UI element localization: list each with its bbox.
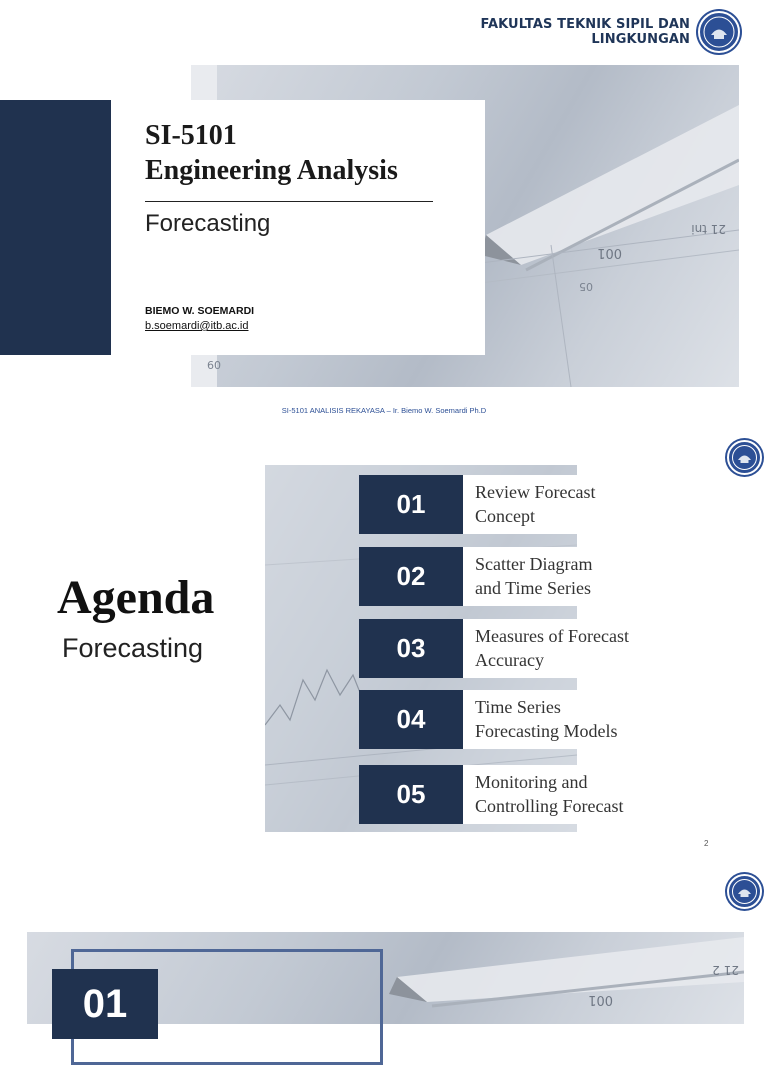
agenda-item-line1: Scatter Diagram [475,553,593,574]
agenda-item-number: 03 [359,619,463,678]
agenda-item-text [463,547,593,606]
section-number: 01 [52,969,158,1039]
agenda-item-text [463,475,596,534]
itb-logo-icon [727,874,762,909]
photo-number-1: 001 [597,245,622,260]
agenda-title: Agenda [57,571,215,624]
agenda-item-2 [359,547,593,606]
course-subtitle: Forecasting [145,210,271,237]
agenda-item-line2: Controlling Forecast [475,795,624,816]
agenda-item-line2: and Time Series [475,577,592,598]
agenda-item-line2: Forecasting Models [475,720,618,741]
agenda-item-line2: Concept [475,505,535,526]
photo-number-4: 09 [207,358,221,371]
agenda-item-text [463,765,624,824]
agenda-item-3 [359,619,629,678]
agenda-item-line1: Measures of Forecast [475,625,629,646]
course-code: SI-5101 [145,120,237,151]
agenda-item-1 [359,475,596,534]
agenda-subtitle: Forecasting [62,633,204,663]
page-number: 2 [704,839,709,848]
navy-accent-block [0,100,111,355]
author-name: BIEMO W. SOEMARDI [145,305,255,317]
photo-number-3: 05 [579,280,593,293]
agenda-item-5 [359,765,624,824]
agenda-item-line1: Time Series [475,696,561,717]
agenda-item-text [463,690,618,749]
author-email-link[interactable]: b.soemardi@itb.ac.id [145,320,249,332]
agenda-item-line1: Review Forecast [475,481,596,502]
agenda-item-text [463,619,629,678]
agenda-item-line2: Accuracy [475,649,544,670]
faculty-name: FAKULTAS TEKNIK SIPIL DAN LINGKUNGAN [480,17,690,47]
course-title: Engineering Analysis [145,155,398,186]
title-divider [145,201,433,202]
agenda-item-number: 04 [359,690,463,749]
agenda-item-line1: Monitoring and [475,771,588,792]
itb-logo-icon [698,11,740,53]
slide-footer: SI-5101 ANALISIS REKAYASA – Ir. Biemo W. Soemardi Ph.D [281,406,487,415]
agenda-item-4 [359,690,618,749]
agenda-item-number: 05 [359,765,463,824]
photo-number-1: 001 [588,992,613,1007]
itb-logo-icon [727,440,762,475]
photo-number-2: 21 2 [712,963,739,977]
agenda-item-number: 01 [359,475,463,534]
photo-number-2: 21 tni [691,222,726,236]
agenda-item-number: 02 [359,547,463,606]
